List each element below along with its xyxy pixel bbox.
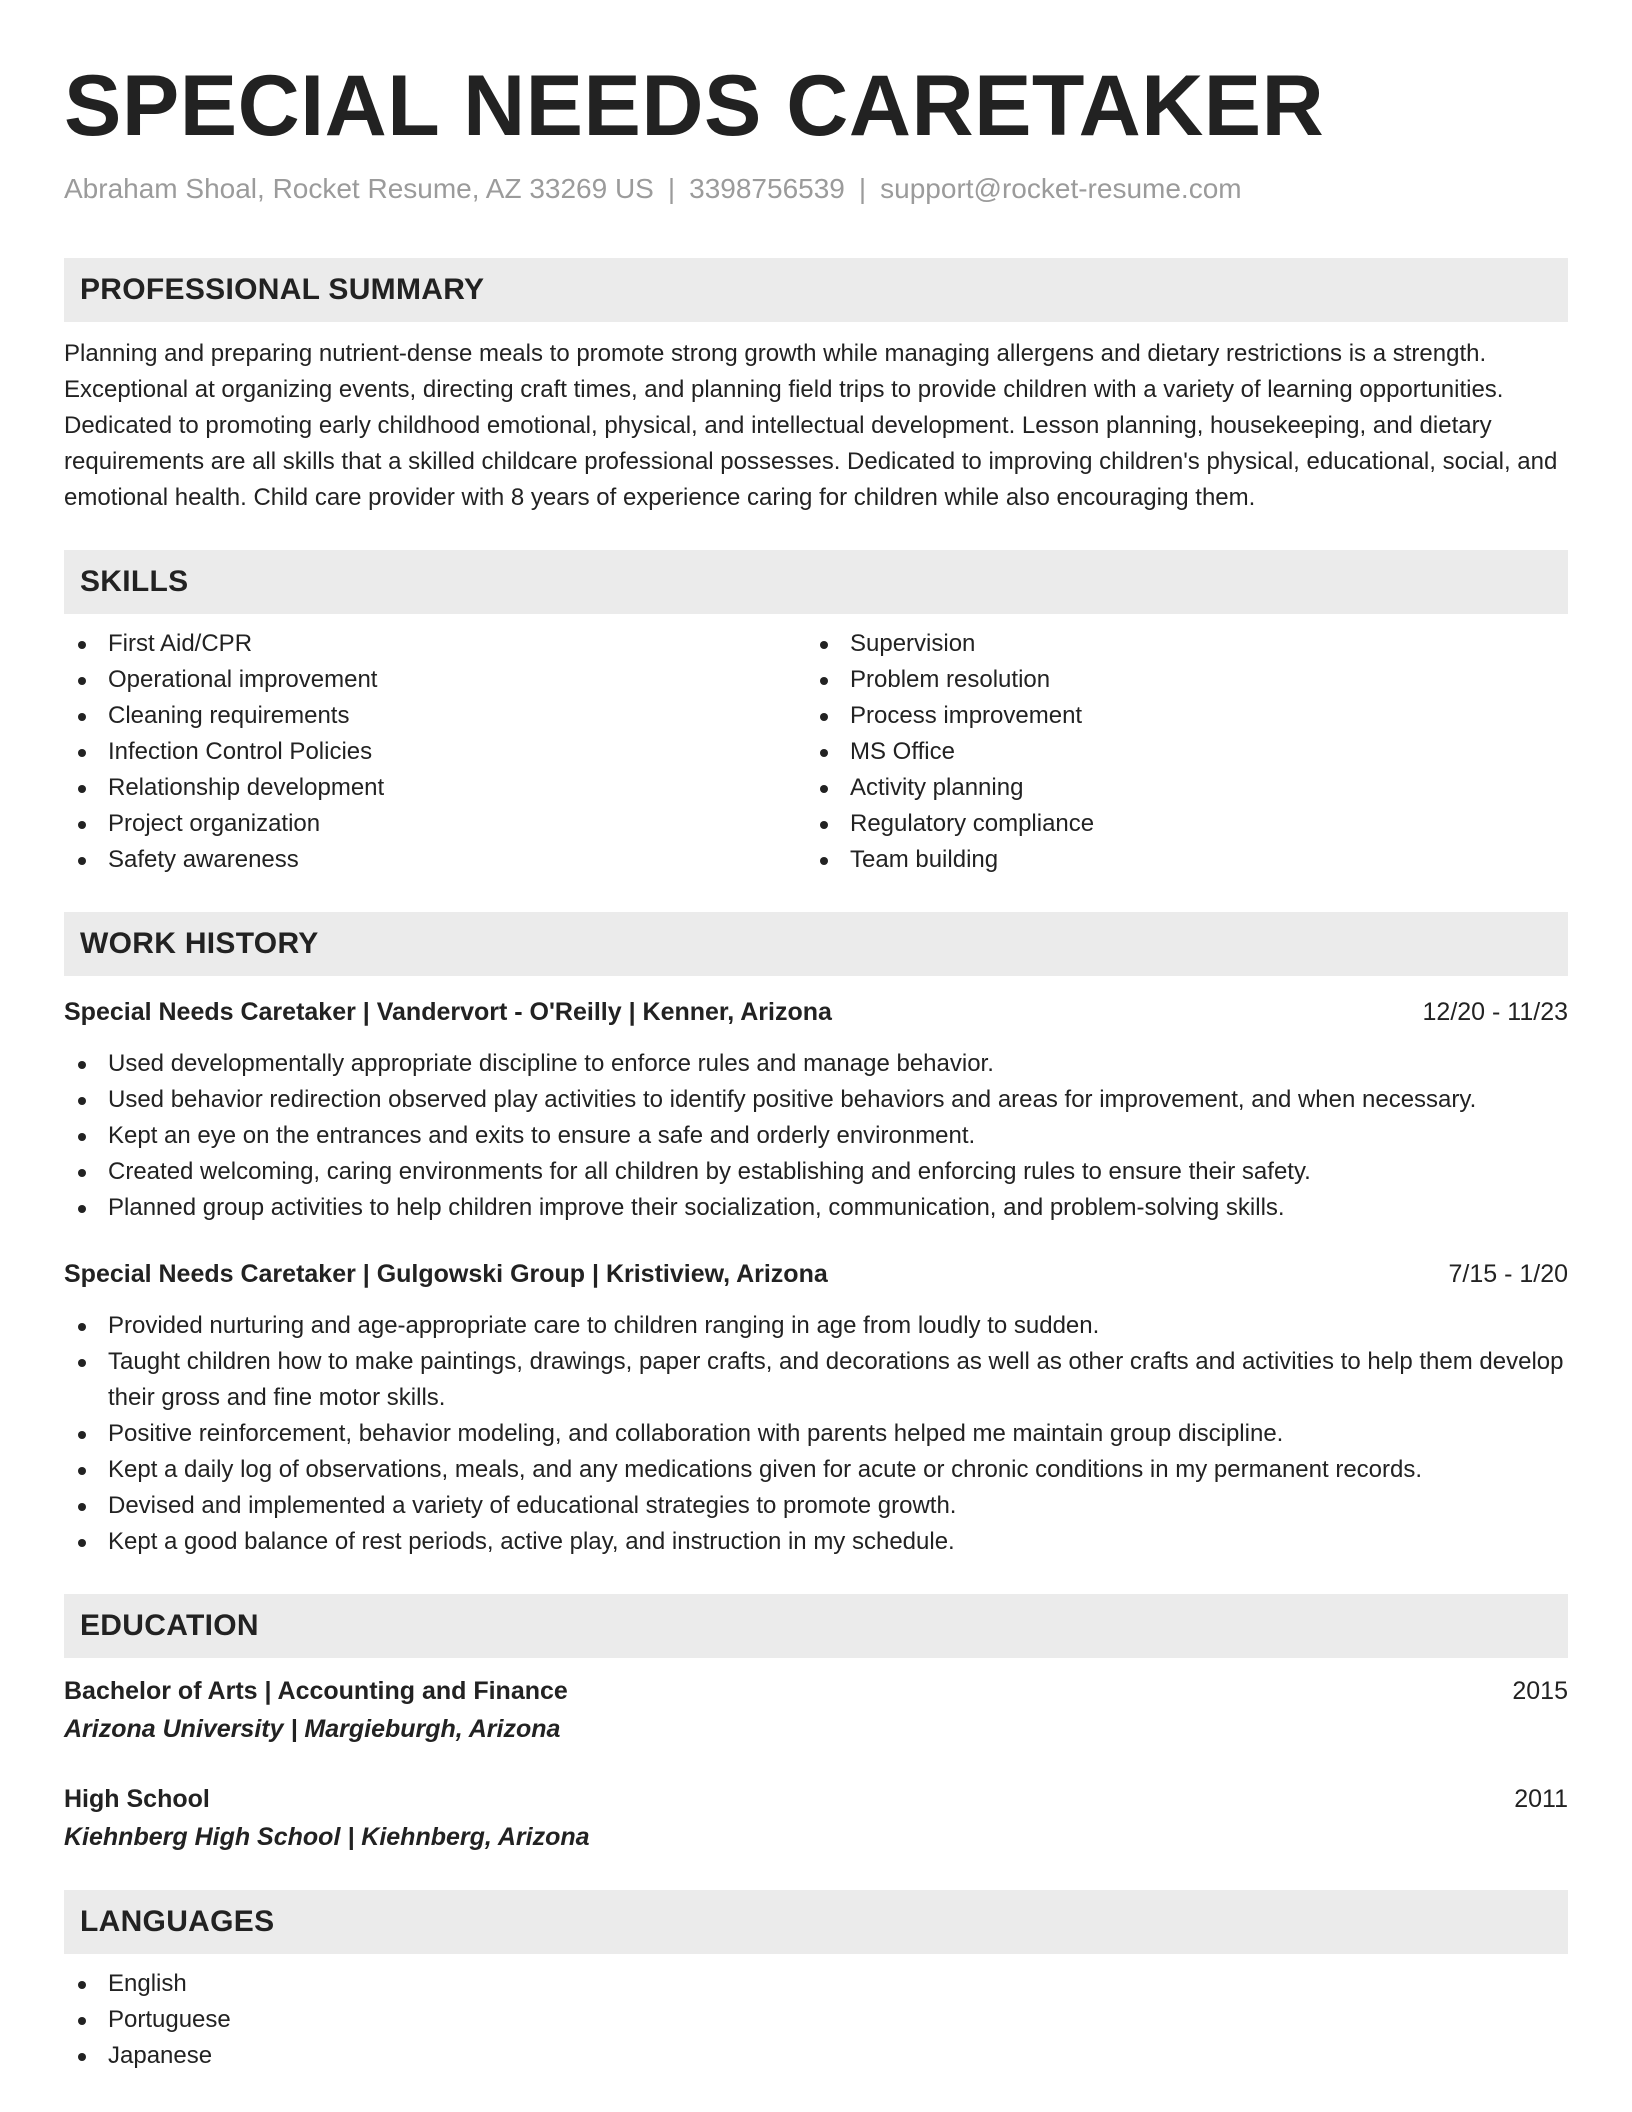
job-bullet: Planned group activities to help children improve their socialization, communication, and problem-solving skills.: [64, 1190, 1568, 1226]
degree-title: High School: [64, 1785, 210, 1813]
degree-title: Bachelor of Arts | Accounting and Finance: [64, 1677, 568, 1705]
education-section-header: [64, 1594, 1568, 1658]
language-item: English: [64, 1966, 1568, 2002]
languages-list: [64, 1966, 1568, 2074]
school-name: Arizona University | Margieburgh, Arizona: [64, 1715, 561, 1743]
contact-address: Abraham Shoal, Rocket Resume, AZ 33269 US: [64, 173, 654, 204]
job-dates: 12/20 - 11/23: [1422, 998, 1568, 1026]
language-item: Japanese: [64, 2038, 1568, 2074]
education-header: [64, 1672, 1568, 1710]
job-title: Special Needs Caretaker | Vandervort - O'Reilly | Kenner, Arizona: [64, 998, 832, 1026]
skills-list-right: [806, 626, 1548, 878]
job-entry: [64, 1256, 1568, 1560]
language-item: Portuguese: [64, 2002, 1568, 2038]
education-entry: [64, 1780, 1568, 1856]
skill-item: Cleaning requirements: [64, 698, 806, 734]
contact-phone: 3398756539: [689, 173, 845, 204]
skill-item: MS Office: [806, 734, 1548, 770]
school-name: Kiehnberg High School | Kiehnberg, Arizona: [64, 1823, 590, 1851]
skill-item: First Aid/CPR: [64, 626, 806, 662]
education-heading: EDUCATION: [80, 1609, 259, 1642]
summary-text: Planning and preparing nutrient-dense meals to promote strong growth while managing allergens and dietary restrictions is a strength. Exceptional at organizing events, directing craft times, and planning field trips to provide children with a variety of learning opportunities. Dedicated to promoting early childhood emotional, physical, and intellectual development. Lesson planning, housekeeping, and dietary requirements are all skills that a skilled childcare professional possesses. Dedicated to improving children's physical, educational, social, and emotional health. Child care provider with 8 years of experience caring for children while also encouraging them.: [64, 340, 1558, 511]
contact-line: [64, 172, 1568, 206]
skill-item: Team building: [806, 842, 1548, 878]
job-bullet: Taught children how to make paintings, drawings, paper crafts, and decorations as well as other crafts and activities to help them develop their gross and fine motor skills.: [64, 1344, 1568, 1416]
summary-section-header: [64, 258, 1568, 322]
job-title: Special Needs Caretaker | Gulgowski Group | Kristiview, Arizona: [64, 1260, 828, 1288]
job-bullets: [64, 1046, 1568, 1226]
job-bullet: Kept an eye on the entrances and exits to ensure a safe and orderly environment.: [64, 1118, 1568, 1154]
skills-list-left: [64, 626, 806, 878]
education-year: 2015: [1512, 1677, 1568, 1705]
summary-heading: PROFESSIONAL SUMMARY: [80, 273, 485, 306]
skill-item: Activity planning: [806, 770, 1548, 806]
skill-item: Supervision: [806, 626, 1548, 662]
job-bullet: Created welcoming, caring environments for all children by establishing and enforcing rules to ensure their safety.: [64, 1154, 1568, 1190]
contact-separator: |: [667, 173, 676, 204]
education-entry: [64, 1672, 1568, 1748]
languages-section-header: [64, 1890, 1568, 1954]
languages-heading: LANGUAGES: [80, 1905, 275, 1938]
job-bullets: [64, 1308, 1568, 1560]
skill-item: Regulatory compliance: [806, 806, 1548, 842]
skill-item: Operational improvement: [64, 662, 806, 698]
work-heading: WORK HISTORY: [80, 927, 319, 960]
job-header: [64, 994, 1568, 1030]
skill-item: Project organization: [64, 806, 806, 842]
skill-item: Safety awareness: [64, 842, 806, 878]
resume-name: SPECIAL NEEDS CARETAKER: [64, 58, 1325, 154]
contact-separator: |: [858, 173, 867, 204]
job-bullet: Kept a daily log of observations, meals, and any medications given for acute or chronic conditions in my permanent records.: [64, 1452, 1568, 1488]
skills-section-header: [64, 550, 1568, 614]
job-bullet: Used behavior redirection observed play activities to identify positive behaviors and areas for improvement, and when necessary.: [64, 1082, 1568, 1118]
skill-item: Process improvement: [806, 698, 1548, 734]
skill-item: Infection Control Policies: [64, 734, 806, 770]
job-bullet: Used developmentally appropriate discipline to enforce rules and manage behavior.: [64, 1046, 1568, 1082]
job-header: [64, 1256, 1568, 1292]
skill-item: Problem resolution: [806, 662, 1548, 698]
skills-heading: SKILLS: [80, 565, 189, 598]
job-dates: 7/15 - 1/20: [1448, 1260, 1568, 1288]
job-entry: [64, 994, 1568, 1226]
education-year: 2011: [1514, 1785, 1568, 1813]
education-header: [64, 1780, 1568, 1818]
job-bullet: Devised and implemented a variety of educational strategies to promote growth.: [64, 1488, 1568, 1524]
contact-email: support@rocket-resume.com: [880, 173, 1242, 204]
skills-columns: [64, 626, 1568, 878]
skill-item: Relationship development: [64, 770, 806, 806]
job-bullet: Kept a good balance of rest periods, active play, and instruction in my schedule.: [64, 1524, 1568, 1560]
job-bullet: Provided nurturing and age-appropriate care to children ranging in age from loudly to sudden.: [64, 1308, 1568, 1344]
work-section-header: [64, 912, 1568, 976]
job-bullet: Positive reinforcement, behavior modeling, and collaboration with parents helped me maintain group discipline.: [64, 1416, 1568, 1452]
